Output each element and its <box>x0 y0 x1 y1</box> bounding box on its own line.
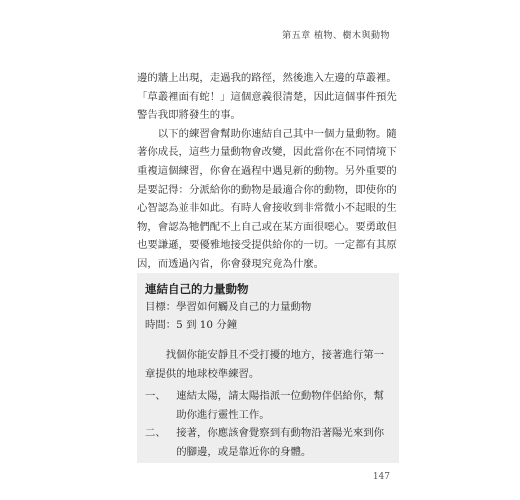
exercise-goal: 目標：學習如何觸及自己的力量動物 <box>145 301 312 313</box>
step-text: 連結太陽，請太陽指派一位動物伴侶給你，幫助你進行靈性工作。 <box>176 390 384 421</box>
list-item <box>145 387 391 424</box>
running-header: 第五章 植物、樹木與動物 <box>282 31 390 41</box>
exercise-steps <box>145 387 391 461</box>
step-number: 一、 <box>145 390 166 403</box>
exercise-time: 時間：5 到 10 分鐘 <box>145 319 238 331</box>
exercise-intro: 找個你能安靜且不受打擾的地方，接著進行第一章提供的地球校準練習。 <box>145 349 384 380</box>
step-text: 接著，你應該會覺察到有動物沿著陽光來到你的腳邊，或是靠近你的身體。 <box>176 427 384 458</box>
list-item <box>145 424 391 461</box>
exercise-title: 連結自己的力量動物 <box>145 282 249 296</box>
step-number: 二、 <box>145 427 166 440</box>
paragraph: 邊的牆上出現，走過我的路徑，然後進入左邊的草叢裡。「草叢裡面有蛇！」這個意義很清楚，因此這個事件預先警告我即將發生的事。 <box>137 72 397 122</box>
body-text <box>137 69 399 274</box>
exercise-box <box>137 273 399 463</box>
paragraph: 以下的練習會幫助你連結自己其中一個力量動物。隨著你成長，這些力量動物會改變，因此當你在不同情境下重複這個練習，你會在過程中遇見新的動物。另外重要的是要記得：分派給你的動物是最適合你的動物，即使你的心智認為並非如此。有時人會接收到非常微小不起眼的生物，會認為牠們配不上自己或在某方面很噁心。要勇敢但也要謙遜，要優雅地接受提供給你的一切。一定都有其原因，而透過內省，你會發現究竟為什麼。 <box>137 127 397 270</box>
page-number: 147 <box>372 472 390 482</box>
